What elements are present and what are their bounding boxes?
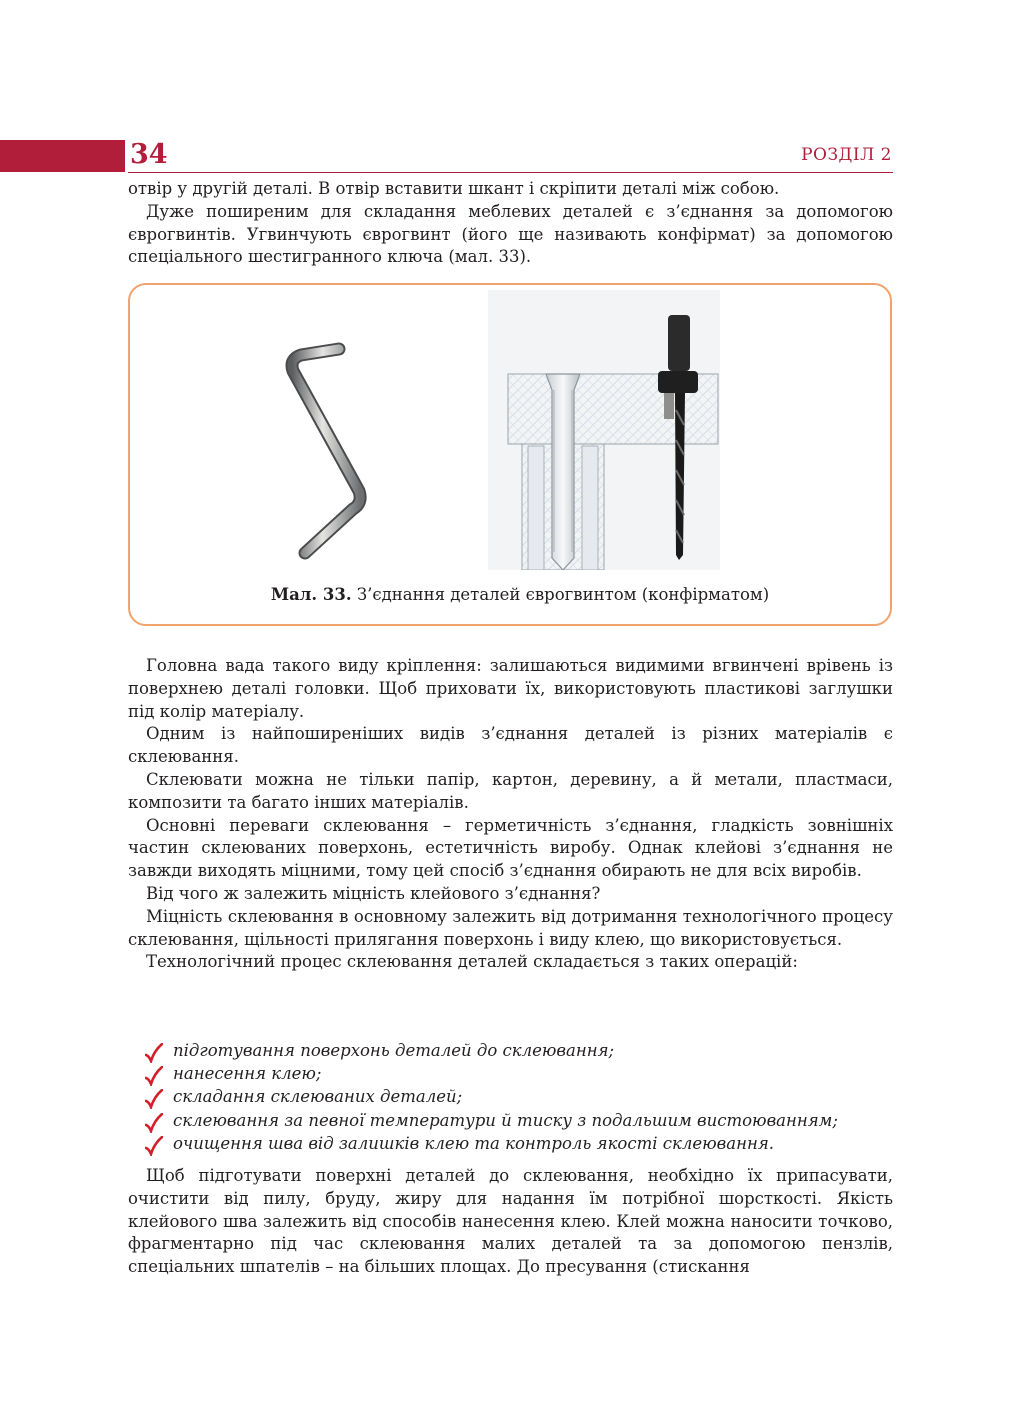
hex-key-illustration (275, 341, 385, 566)
operations-list (145, 1039, 905, 1155)
section-label: РОЗДІЛ 2 (801, 145, 892, 165)
closing-paragraph: Щоб підготувати поверхні деталей до склеювання, необхідно їх припасувати, очистити від пилу, бруду, жиру для надання їм потрібної шорсткості. Якість клейового шва залежить від способів нанесення клею. Клей можна наносити точково, фрагментарно під час склеювання малих деталей та за допомогою пензлів, спеціальних шпателів – на більших площах. До пресування (стискання (128, 1166, 893, 1277)
list-item-text: складання склеюваних деталей; (173, 1087, 463, 1107)
body-text (128, 655, 893, 974)
list-item-text: очищення шва від залишків клею та контроль якості склеювання. (173, 1133, 775, 1153)
list-item-text: склеювання за певної температури й тиску з подальшим вистоюванням; (173, 1110, 838, 1130)
checkmark-icon (145, 1043, 163, 1063)
body-paragraph-7: Технологічний процес склеювання деталей складається з таких операцій: (146, 952, 798, 972)
body-paragraph-4: Основні переваги склеювання – герметичність з’єднання, гладкість зовнішніх частин склеюваних поверхонь, естетичність виробу. Однак клейові з’єднання не завжди виходять міцними, тому цей спосіб з’єднання обирають не для всіх виробів. (128, 815, 893, 881)
list-item (145, 1132, 905, 1155)
header-color-bar (0, 140, 125, 172)
checkmark-icon (145, 1066, 163, 1086)
intro-paragraph-2: Дуже поширеним для складання меблевих деталей є з’єднання за допомогою єврогвинтів. Угвинчують єврогвинт (його ще називають конфірмат) за допомогою спеціального шестигранного ключа (мал. 33). (128, 201, 893, 267)
figure-caption-label: Мал. 33. (270, 585, 352, 604)
checkmark-icon (145, 1113, 163, 1133)
body-paragraph-3: Склеювати можна не тільки папір, картон, деревину, а й метали, пластмаси, композити та багато інших матеріалів. (128, 769, 893, 812)
intro-paragraph-1: отвір у другій деталі. В отвір вставити шкант і скріпити деталі між собою. (128, 179, 780, 198)
body-paragraph-1: Головна вада такого виду кріплення: залишаються видимими вгвинчені врівень із поверхнею деталі головки. Щоб приховати їх, використовують пластикові заглушки під колір матеріалу. (128, 656, 893, 721)
body-paragraph-6: Міцність склеювання в основному залежить від дотримання технологічного процесу склеювання, щільності прилягання поверхонь і виду клею, що використовується. (128, 906, 893, 949)
list-item (145, 1085, 905, 1108)
checkmark-icon (145, 1136, 163, 1156)
header-rule (128, 172, 893, 173)
closing-text (128, 1165, 893, 1279)
intro-text (128, 178, 893, 269)
body-paragraph-5: Від чого ж залежить міцність клейового з’єднання? (146, 883, 601, 903)
figure-frame (128, 283, 892, 626)
page-number: 34 (130, 139, 168, 170)
list-item-text: підготування поверхонь деталей до склеювання; (173, 1041, 615, 1060)
body-paragraph-2: Одним із найпоширеніших видів з’єднання деталей із різних матеріалів є склеювання. (128, 724, 893, 767)
list-item-text: нанесення клею; (173, 1064, 322, 1084)
list-item (145, 1039, 905, 1062)
drill-bit-illustration (648, 315, 708, 560)
list-item (145, 1109, 905, 1132)
figure-caption (130, 585, 890, 604)
checkmark-icon (145, 1089, 163, 1109)
list-item (145, 1062, 905, 1085)
figure-caption-text: З’єднання деталей єврогвинтом (конфірматом) (351, 585, 770, 604)
